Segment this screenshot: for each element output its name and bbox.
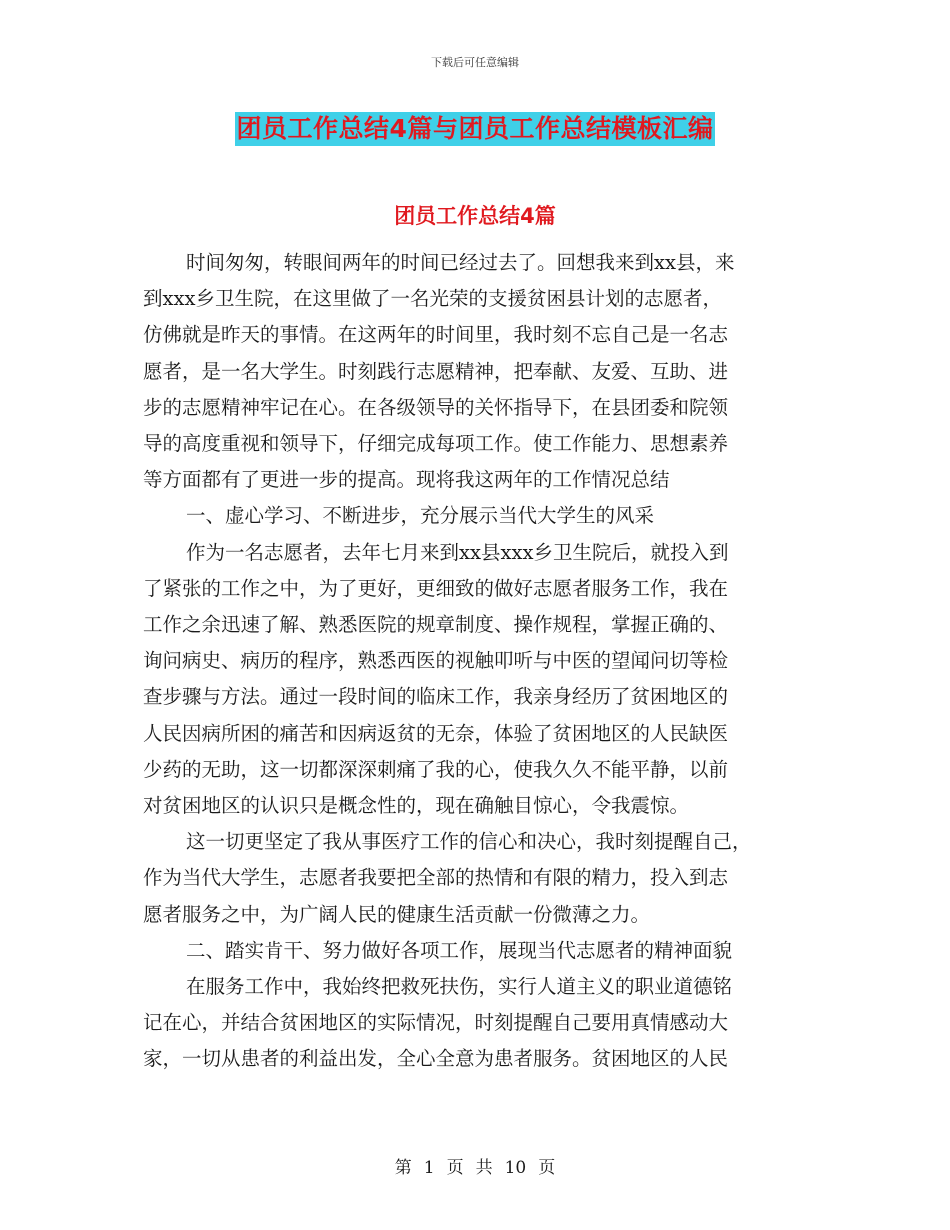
- paragraph-line: 这一切更坚定了我从事医疗工作的信心和决心，我时刻提醒自己，: [186, 830, 752, 854]
- section-title: 团员工作总结4篇: [394, 204, 556, 228]
- paragraph-line: 人民因病所困的痛苦和因病返贫的无奈，体验了贫困地区的人民缺医: [143, 721, 729, 745]
- paragraph-line: 时间匆匆，转眼间两年的时间已经过去了。回想我来到xx县，来: [186, 251, 735, 274]
- paragraph-line: 家，一切从患者的利益出发，全心全意为患者服务。贫困地区的人民: [143, 1047, 729, 1071]
- paragraph-line: 仿佛就是昨天的事情。在这两年的时间里，我时刻不忘自己是一名志: [143, 323, 729, 347]
- paragraph-line: 查步骤与方法。通过一段时间的临床工作，我亲身经历了贫困地区的: [143, 685, 729, 709]
- paragraph-line: 在服务工作中，我始终把救死扶伤，实行人道主义的职业道德铭: [186, 975, 733, 998]
- paragraph-line: 记在心，并结合贫困地区的实际情况，时刻提醒自己要用真情感动大: [143, 1011, 729, 1035]
- paragraph-line: 导的高度重视和领导下，仔细完成每项工作。使工作能力、思想素养: [143, 432, 729, 455]
- page-prefix: 第: [394, 1158, 412, 1178]
- paragraph-line: 工作之余迅速了解、熟悉医院的规章制度、操作规程，掌握正确的、: [143, 613, 729, 636]
- page-total-prefix: 共: [475, 1158, 493, 1178]
- page-current: 1: [423, 1158, 435, 1178]
- paragraph-line: 一、虚心学习、不断进步，充分展示当代大学生的风采: [186, 504, 655, 528]
- paragraph-line: 等方面都有了更进一步的提高。现将我这两年的工作情况总结: [143, 468, 670, 492]
- paragraph-line: 步的志愿精神牢记在心。在各级领导的关怀指导下，在县团委和院领: [143, 395, 729, 419]
- paragraph-line: 了紧张的工作之中，为了更好，更细致的做好志愿者服务工作，我在: [143, 576, 729, 600]
- paragraph-line: 二、踏实肯干、努力做好各项工作，展现当代志愿者的精神面貌: [186, 938, 733, 962]
- main-title-container: [0, 112, 950, 146]
- paragraph-line: 作为当代大学生，志愿者我要把全部的热情和有限的精力，投入到志: [143, 866, 729, 890]
- page-footer: [0, 1153, 950, 1178]
- page-total: 10: [504, 1158, 527, 1178]
- paragraph-line: 作为一名志愿者，去年七月来到xx县xxx乡卫生院后，就投入到: [186, 540, 729, 564]
- paragraph-line: 对贫困地区的认识只是概念性的，现在确触目惊心，令我震惊。: [143, 794, 690, 817]
- paragraph-line: 愿者服务之中，为广阔人民的健康生活贡献一份微薄之力。: [143, 902, 651, 926]
- page-label: 页: [446, 1158, 464, 1178]
- header-note: 下载后可任意编辑: [431, 56, 519, 69]
- paragraph-line: 询问病史、病历的程序，熟悉西医的视触叩听与中医的望闻问切等检: [143, 649, 729, 673]
- paragraph-line: 愿者，是一名大学生。时刻践行志愿精神，把奉献、友爱、互助、进: [143, 359, 729, 383]
- paragraph-line: 少药的无助，这一切都深深刺痛了我的心，使我久久不能平静，以前: [143, 757, 729, 781]
- paragraph-line: 到xxx乡卫生院，在这里做了一名光荣的支援贫困县计划的志愿者，: [143, 287, 722, 311]
- main-title: 团员工作总结4篇与团员工作总结模板汇编: [235, 112, 716, 146]
- page-suffix: 页: [538, 1158, 556, 1178]
